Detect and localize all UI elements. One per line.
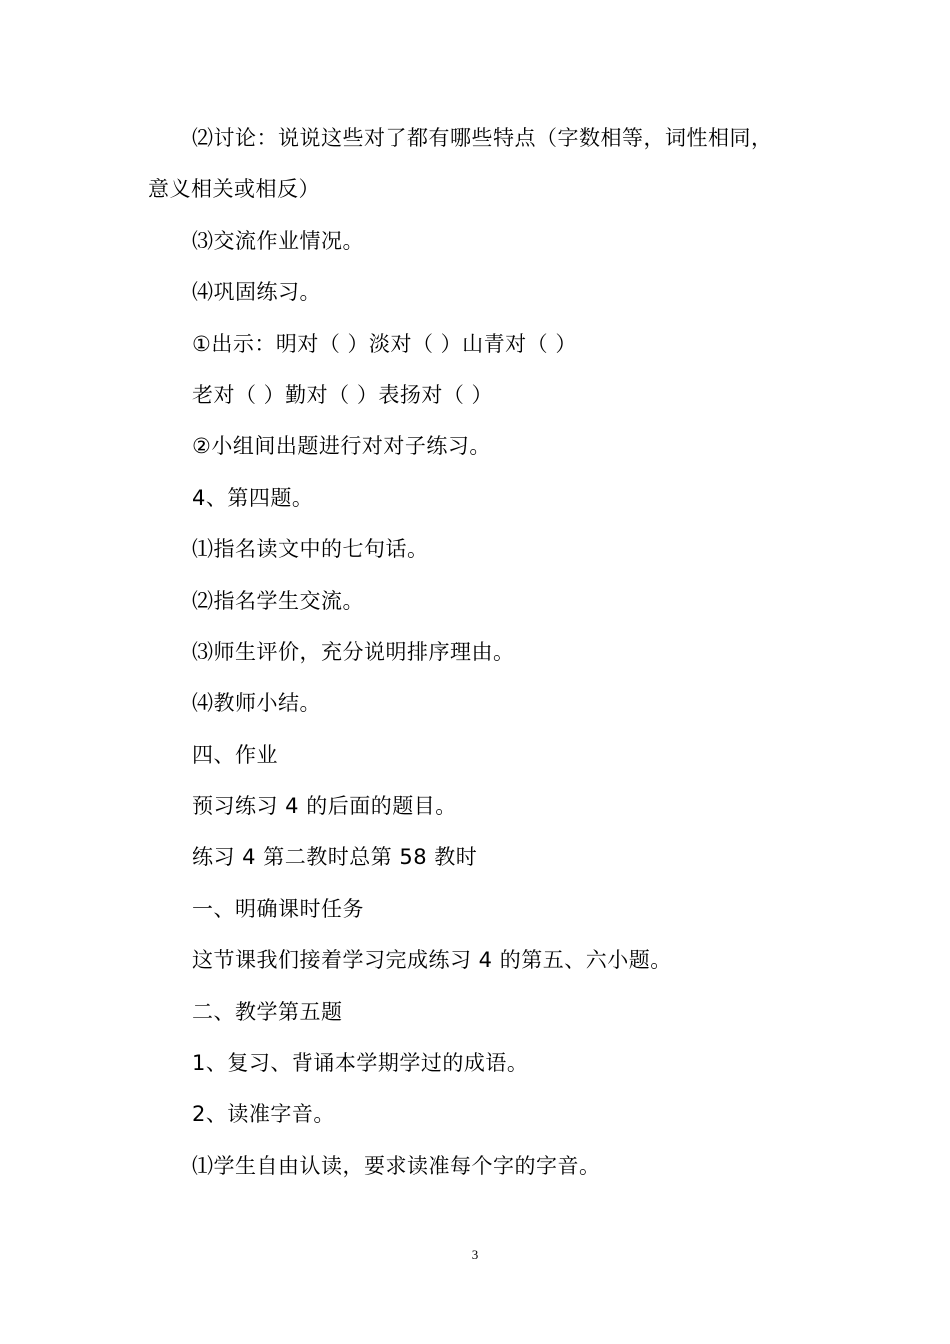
section-heading: 4、第四题。 [192,486,314,510]
paragraph-line: ⑶师生评价，充分说明排序理由。 [192,640,515,664]
paragraph-line: ⑷巩固练习。 [192,280,321,304]
paragraph-line: ⑴学生自由认读，要求读准每个字的字音。 [192,1154,601,1178]
page-number: 3 [471,1247,479,1262]
section-heading: 一、明确课时任务 [192,897,364,921]
paragraph-line: ①出示：明对（ ）淡对（ ）山青对（ ） [192,332,577,356]
section-heading: 四、作业 [192,743,278,767]
paragraph-line: ⑶交流作业情况。 [192,229,364,253]
paragraph-line: 预习练习 4 的后面的题目。 [192,794,457,818]
paragraph-line: ⑷教师小结。 [192,691,321,715]
paragraph-line: 2、读准字音。 [192,1102,335,1126]
paragraph-line: ⑵讨论：说说这些对了都有哪些特点（字数相等，词性相同， [192,126,773,150]
paragraph-line: 这节课我们接着学习完成练习 4 的第五、六小题。 [192,948,672,972]
paragraph-line: 意义相关或相反） [148,177,320,201]
paragraph-line: ⑵指名学生交流。 [192,589,364,613]
paragraph-line: ②小组间出题进行对对子练习。 [192,434,491,458]
section-heading: 二、教学第五题 [192,1000,343,1024]
paragraph-line: 老对（ ）勤对（ ）表扬对（ ） [192,383,494,407]
paragraph-line: 1、复习、背诵本学期学过的成语。 [192,1051,529,1075]
paragraph-line: 练习 4 第二教时总第 58 教时 [192,845,478,869]
paragraph-line: ⑴指名读文中的七句话。 [192,537,429,561]
